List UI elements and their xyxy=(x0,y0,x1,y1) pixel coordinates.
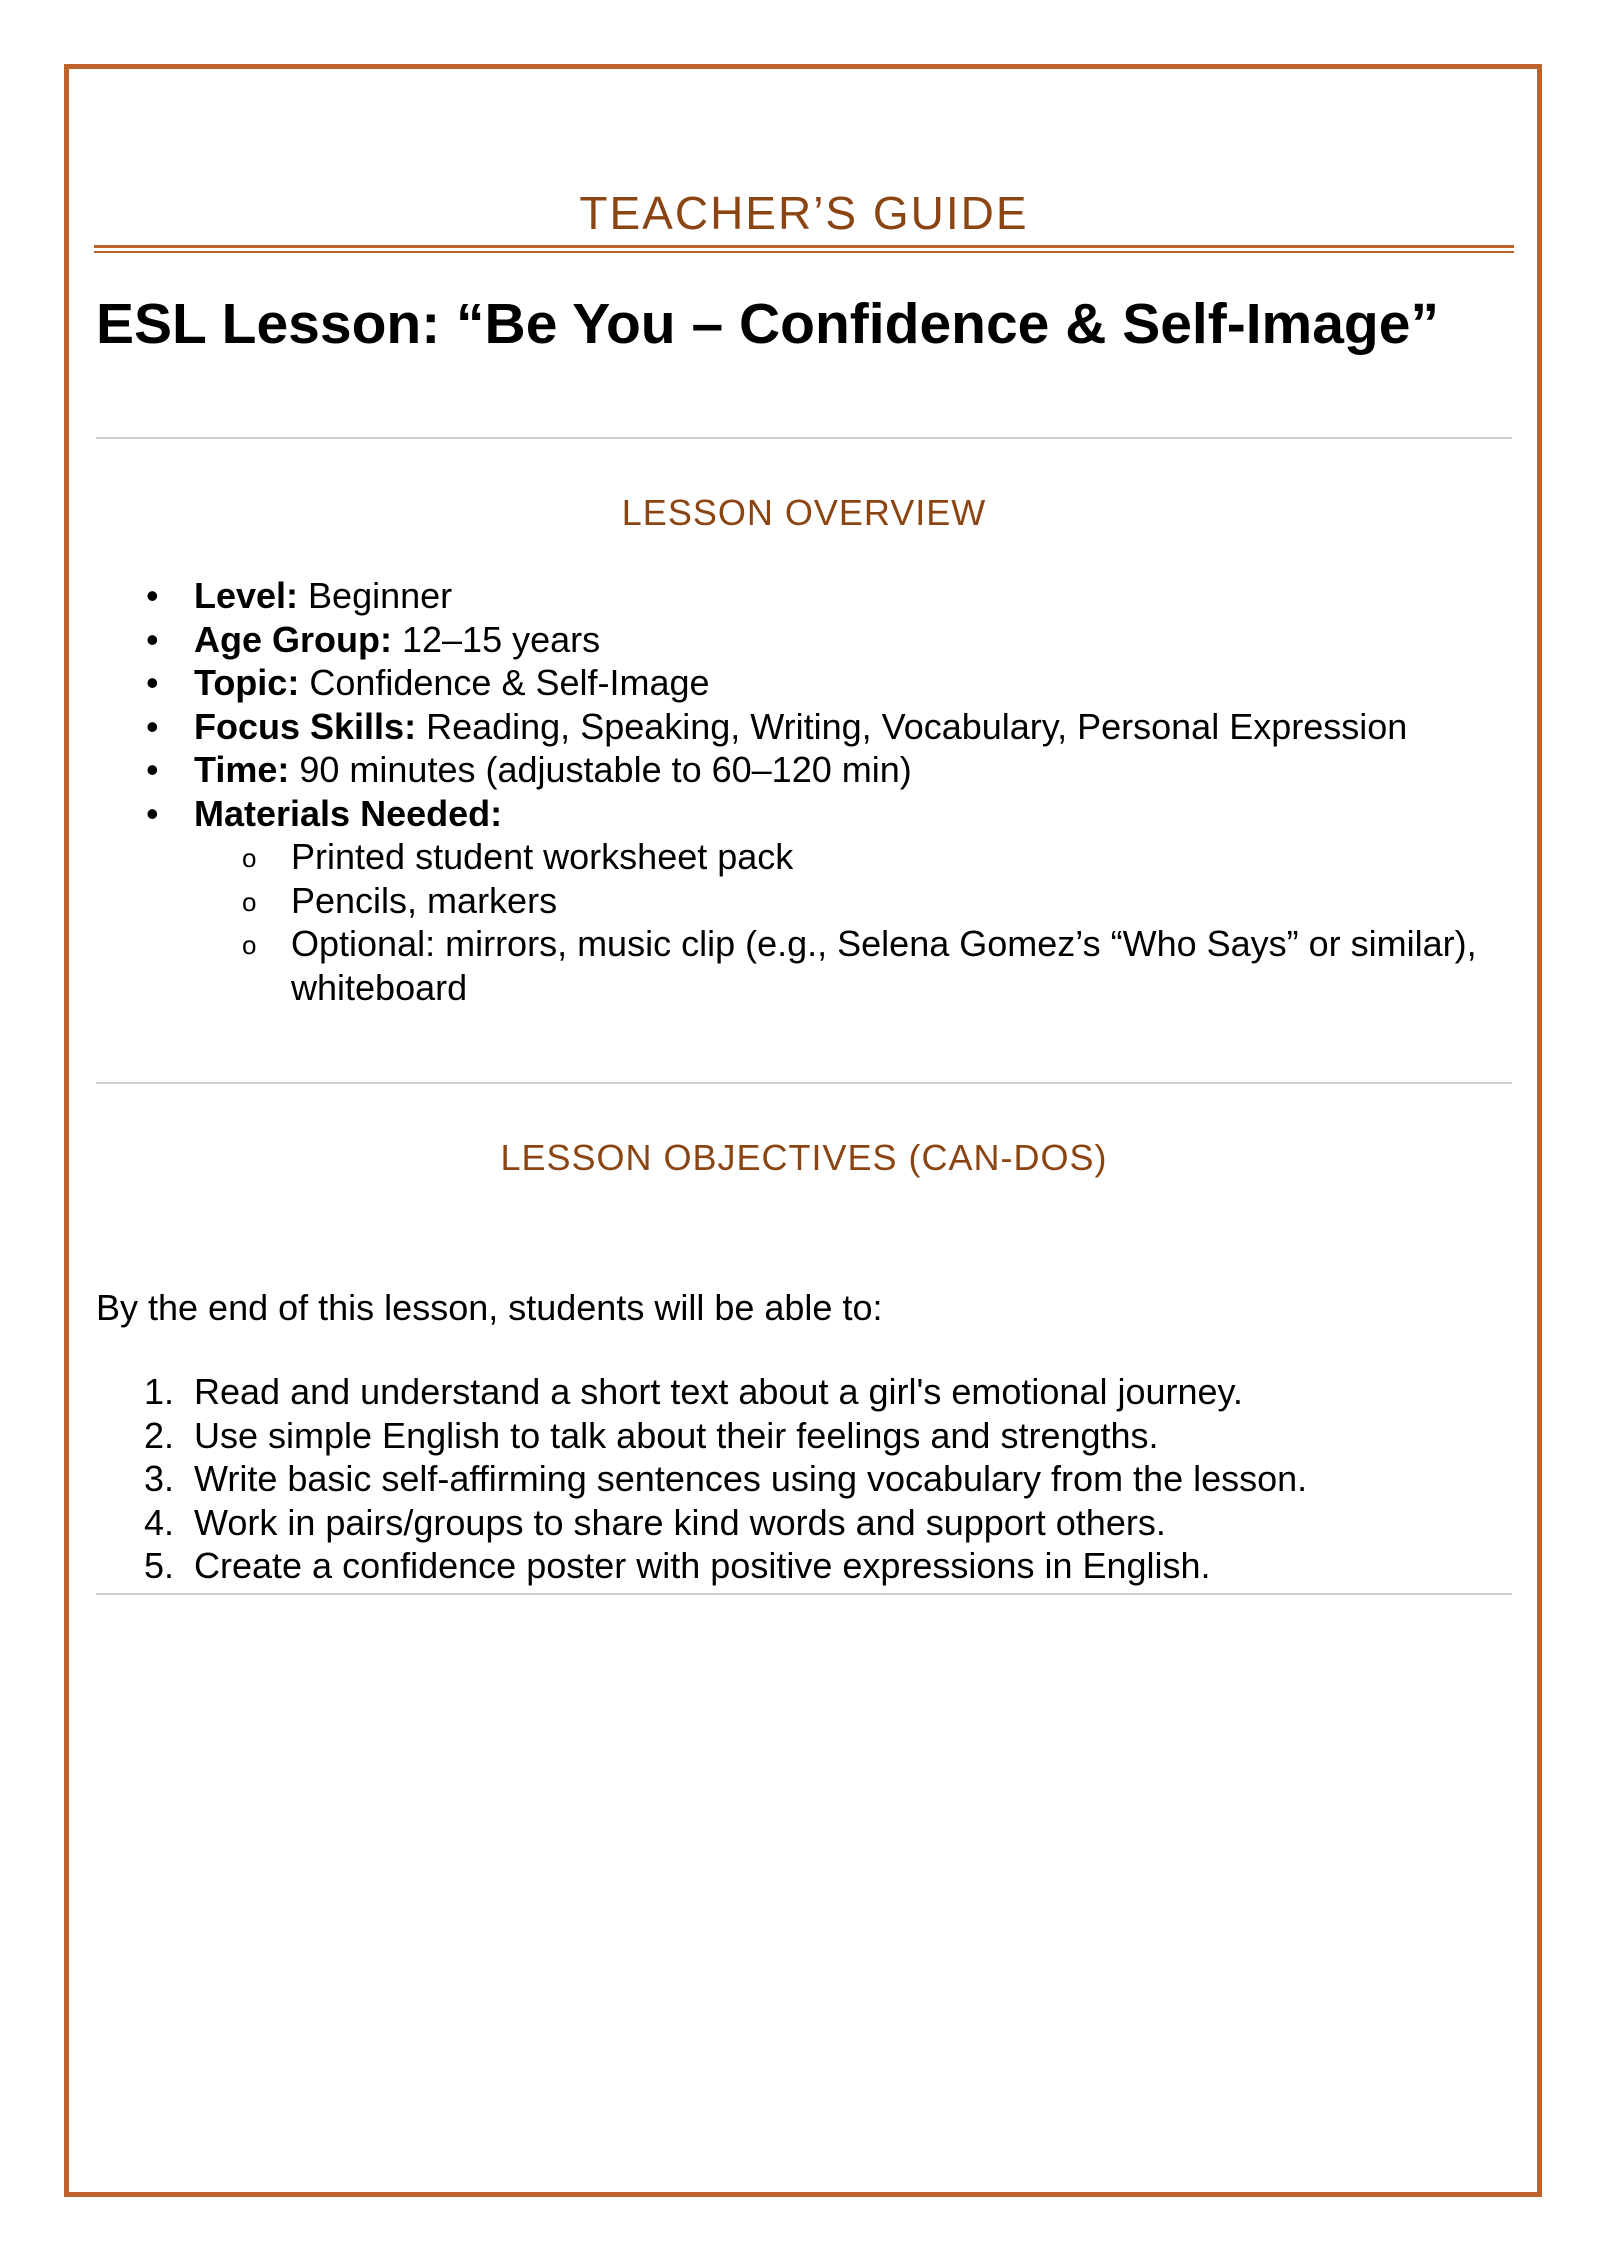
list-item xyxy=(96,1414,1307,1458)
item-value: Confidence & Self-Image xyxy=(299,662,710,703)
overview-list xyxy=(96,574,1526,1009)
item-number: 2. xyxy=(144,1414,175,1456)
item-value: Reading, Speaking, Writing, Vocabulary, Personal Expression xyxy=(416,705,1408,747)
title-double-rule xyxy=(94,245,1514,253)
lesson-title: ESL Lesson: “Be You – Confidence & Self-Image” xyxy=(96,292,1439,356)
divider-1 xyxy=(96,437,1512,439)
guide-title: TEACHER’S GUIDE xyxy=(579,187,1029,239)
item-text: Write basic self-affirming sentences using vocabulary from the lesson. xyxy=(194,1458,1308,1499)
item-label: Focus Skills: xyxy=(194,705,417,747)
list-item xyxy=(96,1544,1307,1588)
item-label: Materials Needed: xyxy=(194,792,503,834)
materials-list xyxy=(194,835,1526,1009)
item-value: Beginner xyxy=(298,575,453,616)
item-number: 5. xyxy=(144,1545,175,1586)
objectives-heading: LESSON OBJECTIVES (CAN-DOS) xyxy=(500,1137,1108,1178)
item-label: Level: xyxy=(194,575,299,616)
material-item: o Pencils, markers xyxy=(194,879,1526,923)
list-item xyxy=(96,574,1526,618)
overview-heading: LESSON OVERVIEW xyxy=(621,492,987,533)
item-text: Create a confidence poster with positive expressions in English. xyxy=(194,1545,1211,1586)
item-text: Work in pairs/groups to share kind words and support others. xyxy=(194,1501,1166,1543)
material-item: o Optional: mirrors, music clip (e.g., Selena Gomez’s “Who Says” or similar), whiteboard xyxy=(194,922,1526,1009)
list-item xyxy=(96,1370,1307,1414)
item-label: Topic: xyxy=(194,662,300,703)
divider-3 xyxy=(96,1593,1512,1595)
list-item xyxy=(96,792,1526,1010)
objectives-list xyxy=(96,1370,1307,1588)
list-item xyxy=(96,661,1526,705)
list-item xyxy=(96,618,1526,662)
item-number: 1. xyxy=(144,1371,175,1412)
page-border xyxy=(64,64,1542,2197)
list-item xyxy=(96,748,1526,792)
list-item xyxy=(96,1457,1307,1501)
item-value: 90 minutes (adjustable to 60–120 min) xyxy=(289,749,912,790)
item-number: 4. xyxy=(144,1501,175,1543)
item-label: Age Group: xyxy=(194,618,392,660)
divider-2 xyxy=(96,1082,1512,1084)
item-text: Read and understand a short text about a girl's emotional journey. xyxy=(194,1371,1243,1412)
item-number: 3. xyxy=(144,1458,175,1499)
material-item: o Printed student worksheet pack xyxy=(194,835,1526,879)
item-text: Use simple English to talk about their feelings and strengths. xyxy=(194,1414,1159,1456)
objectives-intro: By the end of this lesson, students will be able to: xyxy=(96,1287,883,1328)
item-value: 12–15 years xyxy=(391,618,601,660)
list-item xyxy=(96,1501,1307,1545)
list-item xyxy=(96,705,1526,749)
item-label: Time: xyxy=(194,749,290,790)
